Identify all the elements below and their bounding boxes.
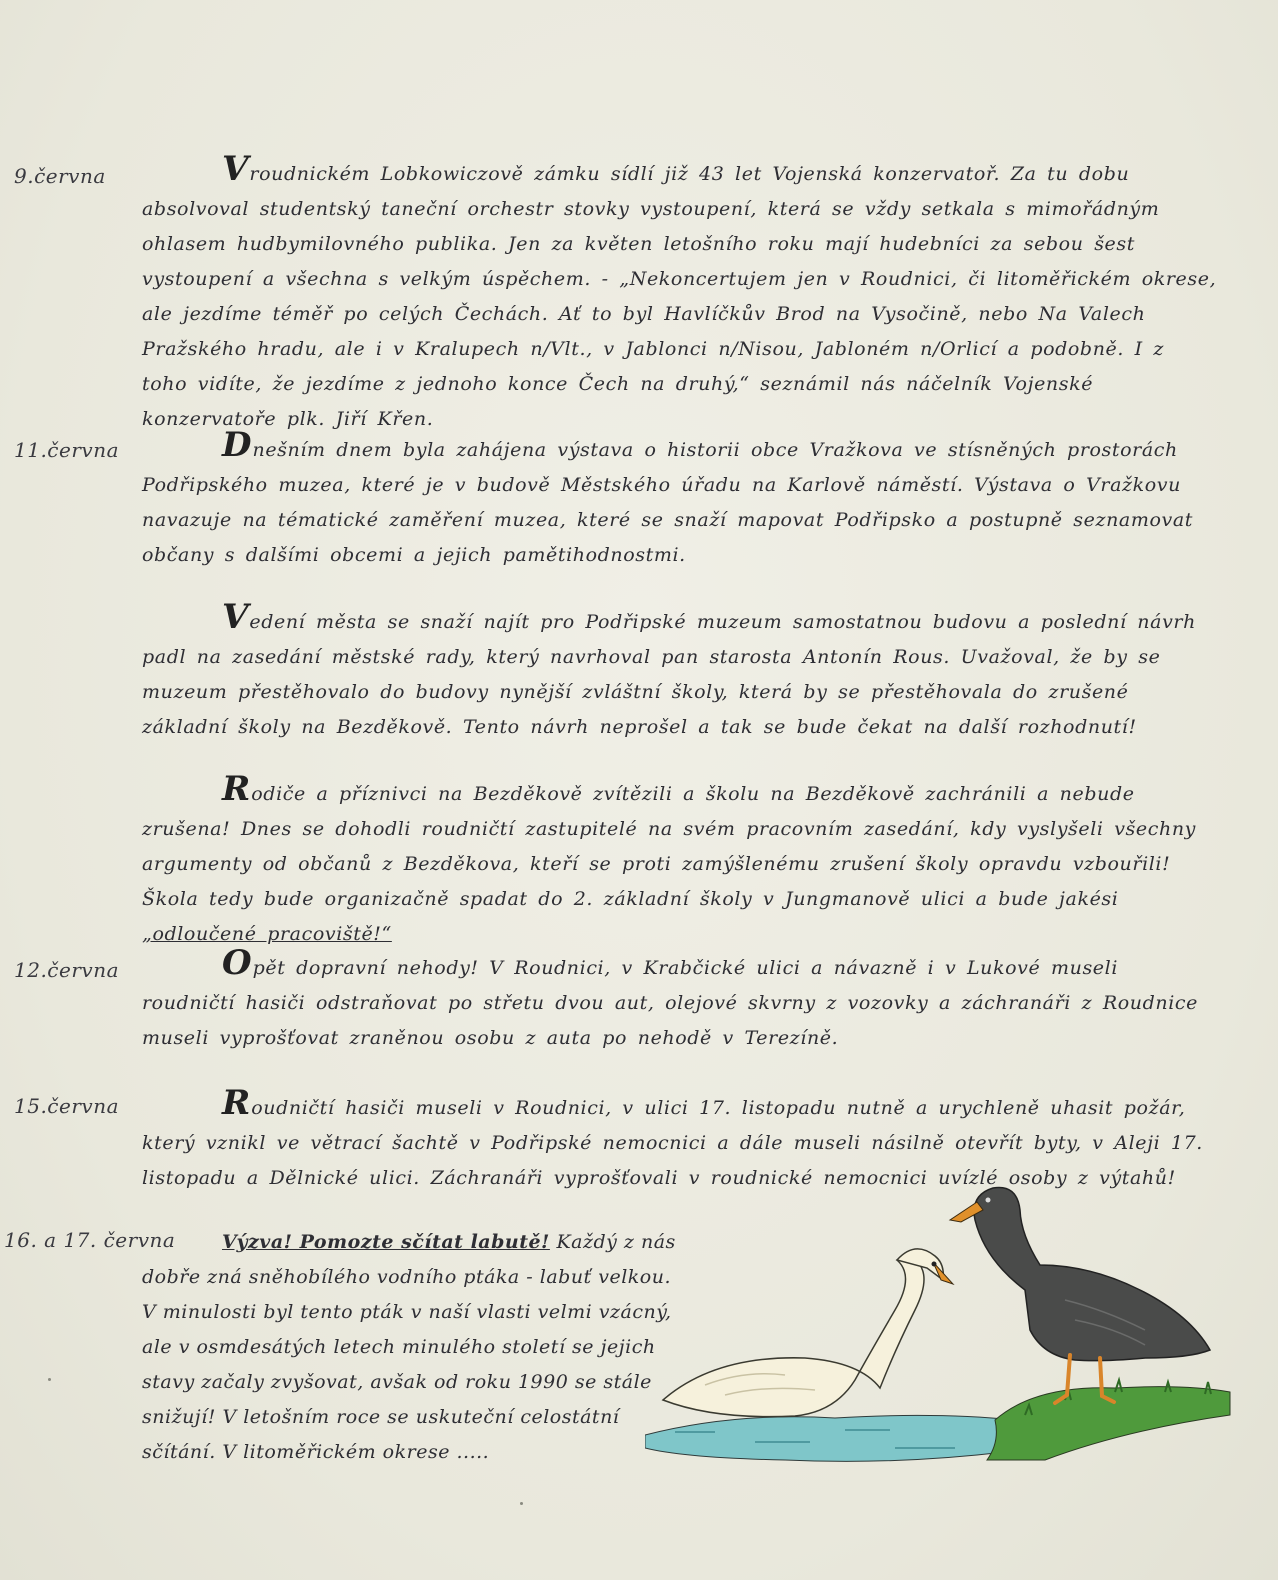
appeal-text (142, 1225, 682, 1470)
entry-body: pět dopravní nehody! V Roudnici, v Krabčické ulici a návazně i v Lukové museli roudničtí hasiči odstraňovat po střetu dvou aut, olejové skvrny z vozovky a záchranáři z Roudnice museli vyprošťovat zraněnou osobu z auta po nehodě v Terezíně. (142, 957, 1198, 1049)
entry-text (142, 597, 1217, 745)
entry-body: oudničtí hasiči museli v Roudnici, v ulici 17. listopadu nutně a urychleně uhasit požár, který vznikl ve větrací šachtě v Podřipské nemocnici a dále museli násilně otevřít byty, v Aleji 17. listopadu a Dělnické ulici. Záchranáři vyprošťovali v roudnické nemocnici uvízlé osoby z výtahů! (142, 1097, 1203, 1189)
paper-mark (520, 1502, 523, 1505)
water (645, 1415, 1023, 1461)
entry-body: odiče a příznivci na Bezděkově zvítězili a školu na Bezděkově zachránili a nebude zrušena! Dnes se dohodli roudničtí zastupitelé na svém pracovním zasedání, kdy vyslyšeli všechny argumenty od občanů z Bezděkova, kteří se proti zamýšlenému zrušení školy opravdu vzbouřili! Škola tedy bude organizačně spadat do 2. základní školy v Jungmanově ulici a bude jakési (142, 783, 1197, 910)
entry-date: 12.června (14, 958, 120, 982)
entry-date: 15.června (14, 1094, 120, 1118)
entry-text (142, 769, 1217, 952)
drop-cap: D (222, 425, 253, 465)
entry-body: roudnickém Lobkowiczově zámku sídlí již 43 let Vojenská konzervatoř. Za tu dobu absolvoval studentský taneční orchestr stovky vystoupení, která se vždy setkala s mimořádným ohlasem hudbymilovného publika. Jen za květen letošního roku mají hudebníci za sebou šest vystoupení a všechna s velkým úspěchem. - „Nekoncertujem jen v Roudnici, či litoměřickém okrese, ale jezdíme téměř po celých Čechách. Ať to byl Havlíčkův Brod na Vysočině, nebo Na Valech Pražského hradu, ale i v Kralupech n/Vlt., v Jablonci n/Nisou, Jabloném n/Orlicí a podobně. I z toho vidíte, že jezdíme z jednoho konce Čech na druhý,“ seznámil nás náčelník Vojenské konzervatoře plk. Jiří Křen. (142, 163, 1217, 430)
entry-body: edení města se snaží najít pro Podřipské muzeum samostatnou budovu a poslední návrh padl na zasedání městské rady, který navrhoval pan starosta Antonín Rous. Uvažoval, že by se muzeum přestěhovalo do budovy nynější zvláštní školy, která by se přestěhovala do zrušené základní školy na Bezděkově. Tento návrh neprošel a tak se bude čekat na další rozhodnutí! (142, 611, 1196, 738)
underlined-phrase: „odloučené pracoviště!“ (142, 923, 392, 945)
drop-cap: R (222, 769, 252, 809)
drop-cap: O (222, 943, 253, 983)
appeal-heading: Výzva! Pomozte sčítat labutě! (222, 1231, 550, 1253)
drop-cap: V (222, 149, 250, 189)
entry-text (142, 149, 1217, 437)
drop-cap: V (222, 597, 250, 637)
appeal-date: 16. a 17. června (4, 1228, 176, 1252)
appeal-body: Každý z nás dobře zná sněhobílého vodního ptáka - labuť velkou. V minulosti byl tento pták v naší vlasti velmi vzácný, ale v osmdesátých letech minulého století se jejich stavy začaly zvyšovat, avšak od roku 1990 se stále snižují! V letošním roce se uskuteční celostátní sčítání. V litoměřickém okrese ..... (142, 1231, 676, 1463)
paper-mark (48, 1378, 51, 1381)
swans-illustration (645, 1180, 1235, 1470)
entry-body: nešním dnem byla zahájena výstava o historii obce Vražkova ve stísněných prostorách Podřipského muzea, které je v budově Městského úřadu na Karlově náměstí. Výstava o Vražkovu navazuje na tématické zaměření muzea, které se snaží mapovat Podřipsko a postupně seznamovat občany s dalšími obcemi a jejich pamětihodnostmi. (142, 439, 1194, 566)
entry-date: 9.června (14, 164, 106, 188)
white-swan (663, 1249, 953, 1417)
black-swan (950, 1187, 1210, 1403)
entry-text (142, 425, 1217, 573)
entry-date: 11.června (14, 438, 120, 462)
drop-cap: R (222, 1083, 252, 1123)
entry-text (142, 943, 1217, 1056)
